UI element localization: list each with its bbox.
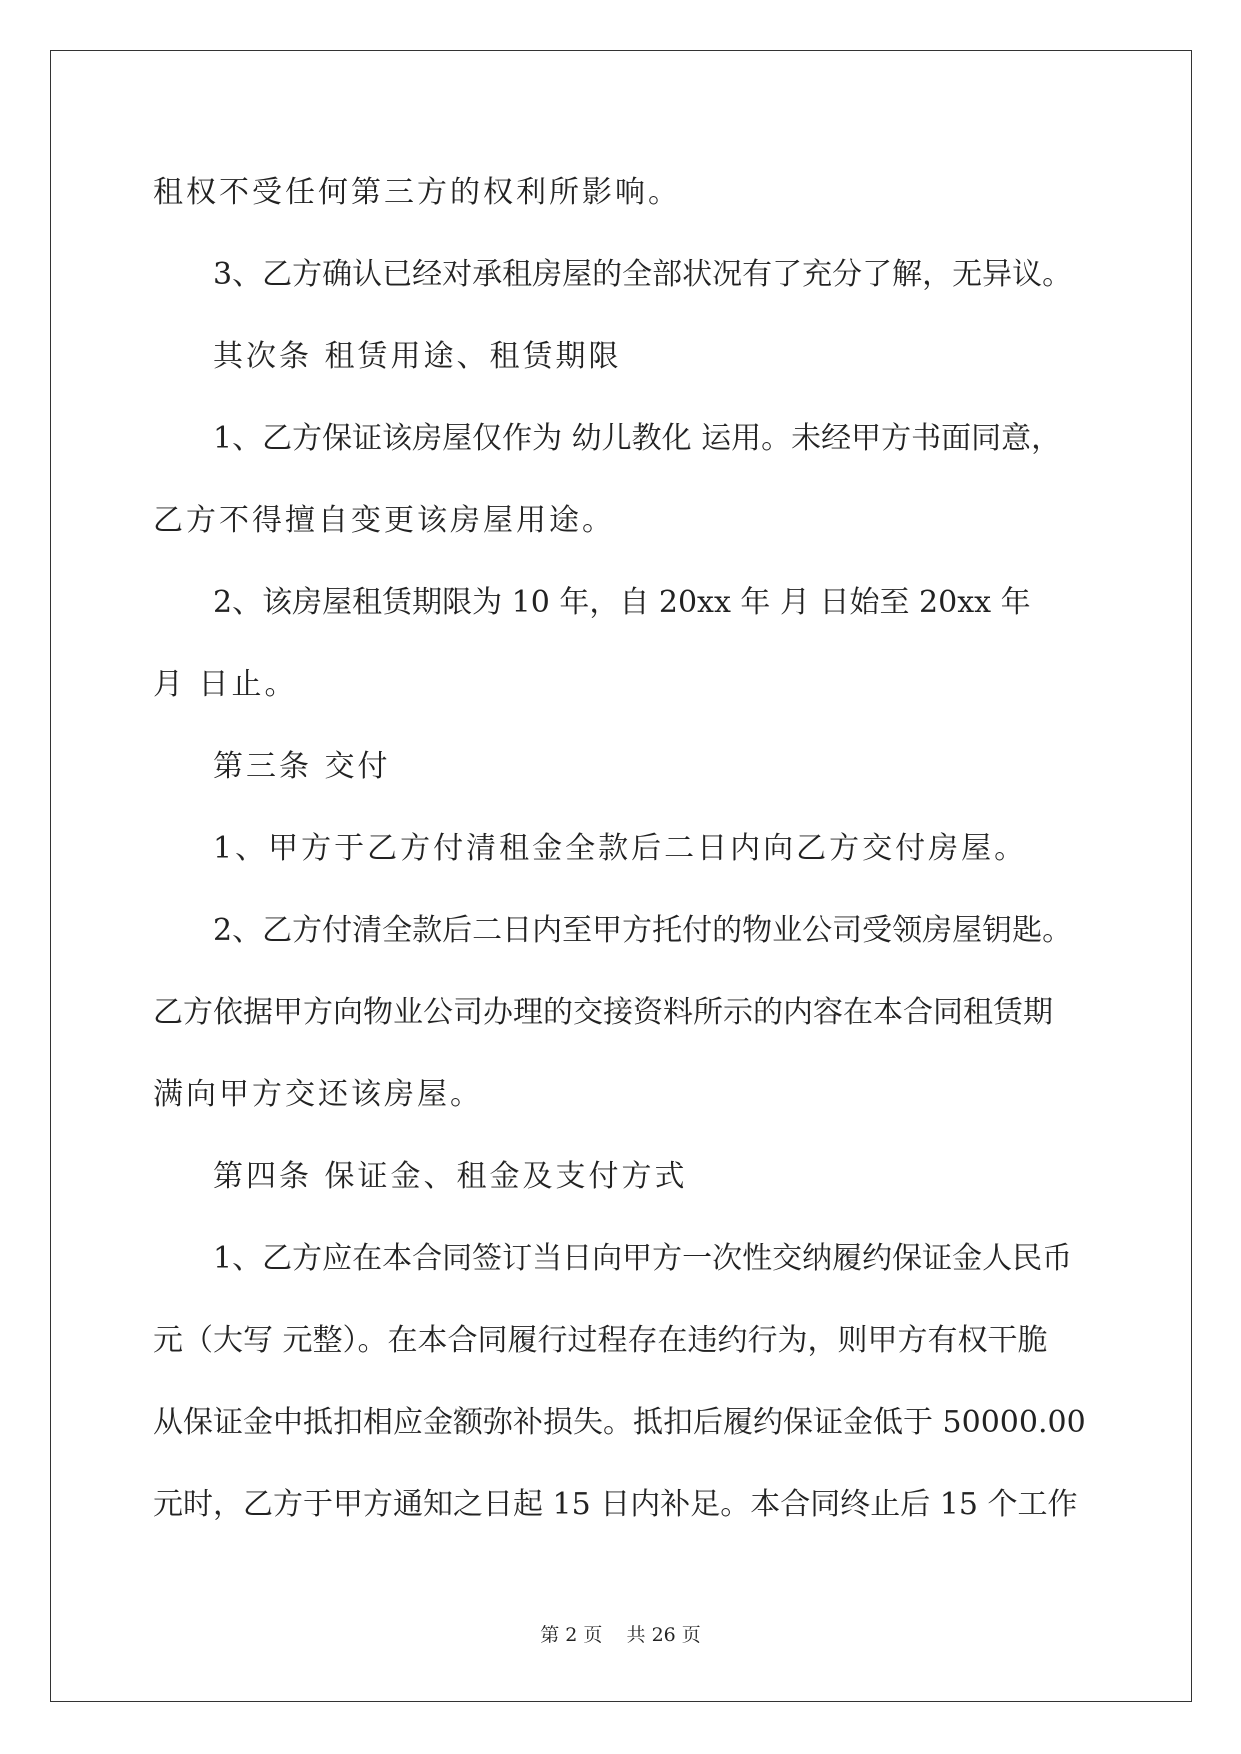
paragraph-line: 元时，乙方于甲方通知之日起 15 日内补足。本合同终止后 15 个工作 — [153, 1487, 1078, 1522]
paragraph-line: 乙方依据甲方向物业公司办理的交接资料所示的内容在本合同租赁期 — [153, 995, 1053, 1030]
paragraph-line: 元（大写 元整）。在本合同履行过程存在违约行为，则甲方有权干脆 — [153, 1323, 1048, 1358]
paragraph-line: 1、甲方于乙方付清租金全款后二日内向乙方交付房屋。 — [213, 831, 1028, 866]
paragraph-line: 2、该房屋租赁期限为 10 年，自 20xx 年 月 日始至 20xx 年 — [213, 585, 1031, 620]
paragraph-line: 1、乙方保证该房屋仅作为 幼儿教化 运用。未经甲方书面同意， — [213, 421, 1062, 456]
paragraph-line: 乙方不得擅自变更该房屋用途。 — [153, 503, 615, 538]
section-heading: 第三条 交付 — [213, 749, 391, 784]
paragraph-line: 1、乙方应在本合同签订当日向甲方一次性交纳履约保证金人民币 — [213, 1241, 1073, 1276]
paragraph-line: 租权不受任何第三方的权利所影响。 — [153, 175, 681, 210]
page-number-footer: 第 2 页 共 26 页 — [540, 1624, 701, 1646]
paragraph-line: 从保证金中抵扣相应金额弥补损失。抵扣后履约保证金低于 50000.00 — [153, 1405, 1086, 1440]
paragraph-line: 3、乙方确认已经对承租房屋的全部状况有了充分了解，无异议。 — [213, 257, 1073, 292]
page-border — [50, 50, 1192, 1702]
paragraph-line: 满向甲方交还该房屋。 — [153, 1077, 483, 1112]
paragraph-line: 月 日止。 — [153, 667, 298, 702]
section-heading: 其次条 租赁用途、租赁期限 — [213, 339, 622, 374]
paragraph-line: 2、乙方付清全款后二日内至甲方托付的物业公司受领房屋钥匙。 — [213, 913, 1073, 948]
section-heading: 第四条 保证金、租金及支付方式 — [213, 1159, 688, 1194]
